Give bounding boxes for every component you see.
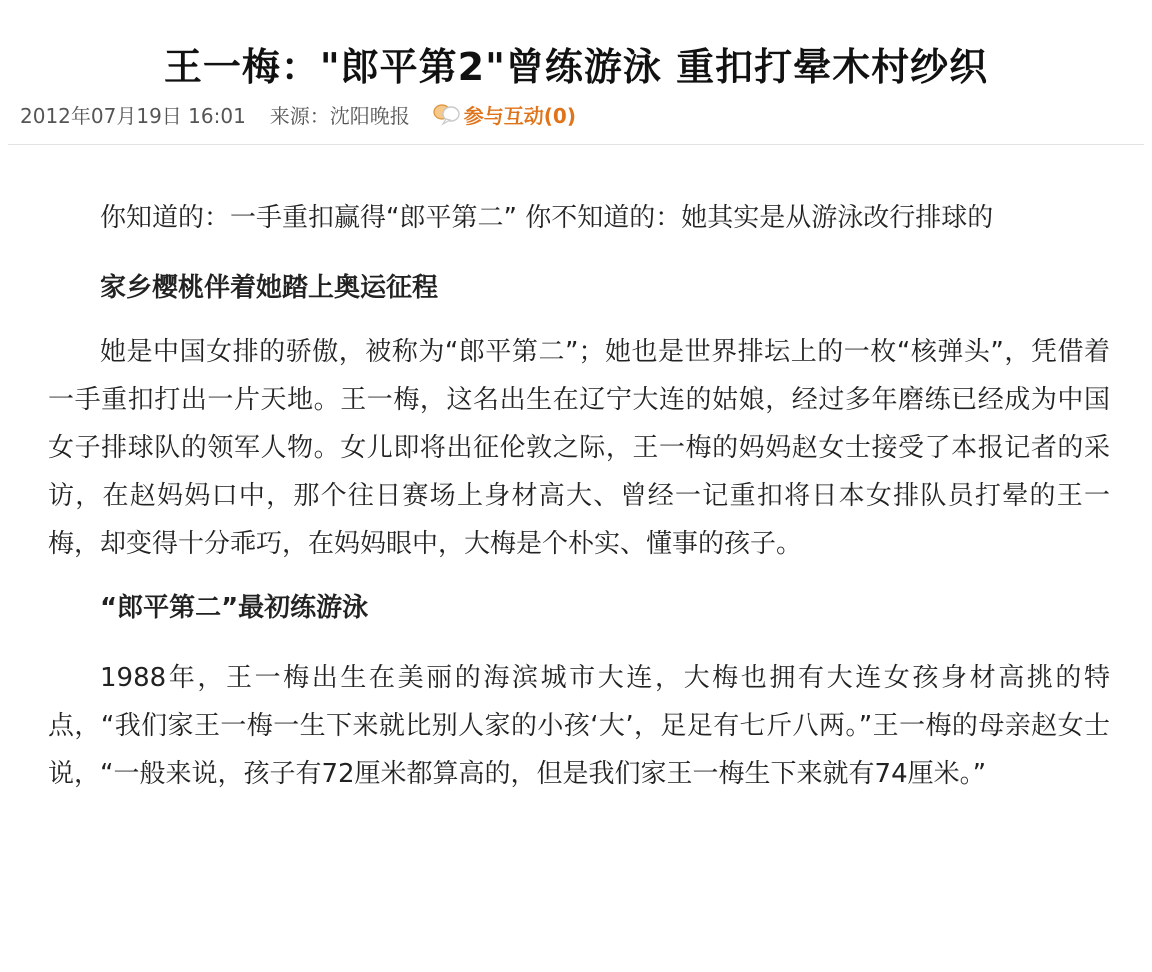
- header-divider: [8, 144, 1144, 145]
- article-body: [48, 194, 1110, 798]
- article-meta: [20, 96, 576, 132]
- interact-link[interactable]: [432, 100, 576, 129]
- source-name: 沈阳晚报: [329, 103, 410, 128]
- section-heading-swimming: “郎平第二”最初练游泳: [100, 593, 369, 623]
- article-paragraph-intro: 她是中国女排的骄傲，被称为“郎平第二”；她也是世界排坛上的一枚“核弹头”，凭借着一手重扣打出一片天地。王一梅，这名出生在辽宁大连的姑娘，经过多年磨练已经成为中国女子排球队的领军人物。女儿即将出征伦敦之际，王一梅的妈妈赵女士接受了本报记者的采访，在赵妈妈口中，那个往日赛场上身材高大、曾经一记重扣将日本女排队员打晕的王一梅，却变得十分乖巧，在妈妈眼中，大梅是个朴实、懂事的孩子。: [48, 337, 1110, 559]
- article-paragraph-birth: 1988年，王一梅出生在美丽的海滨城市大连，大梅也拥有大连女孩身材高挑的特点，“我们家王一梅一生下来就比别人家的小孩‘大’，足足有七斤八两。”王一梅的母亲赵女士说，“一般来说，孩子有72厘米都算高的，但是我们家王一梅生下来就有74厘米。”: [48, 663, 1110, 789]
- article-title: 王一梅："郎平第2"曾练游泳 重扣打晕木村纱织: [163, 45, 989, 90]
- interact-label[interactable]: 参与互动(0): [463, 103, 576, 128]
- article-lead: 你知道的：一手重扣赢得“郎平第二” 你不知道的：她其实是从游泳改行排球的: [100, 203, 994, 233]
- publish-datetime: 2012年07月19日 16:01: [20, 103, 246, 128]
- source-label: 来源：: [269, 103, 330, 128]
- section-heading-cherries: 家乡樱桃伴着她踏上奥运征程: [100, 273, 439, 303]
- speech-bubble-icon: [432, 102, 462, 126]
